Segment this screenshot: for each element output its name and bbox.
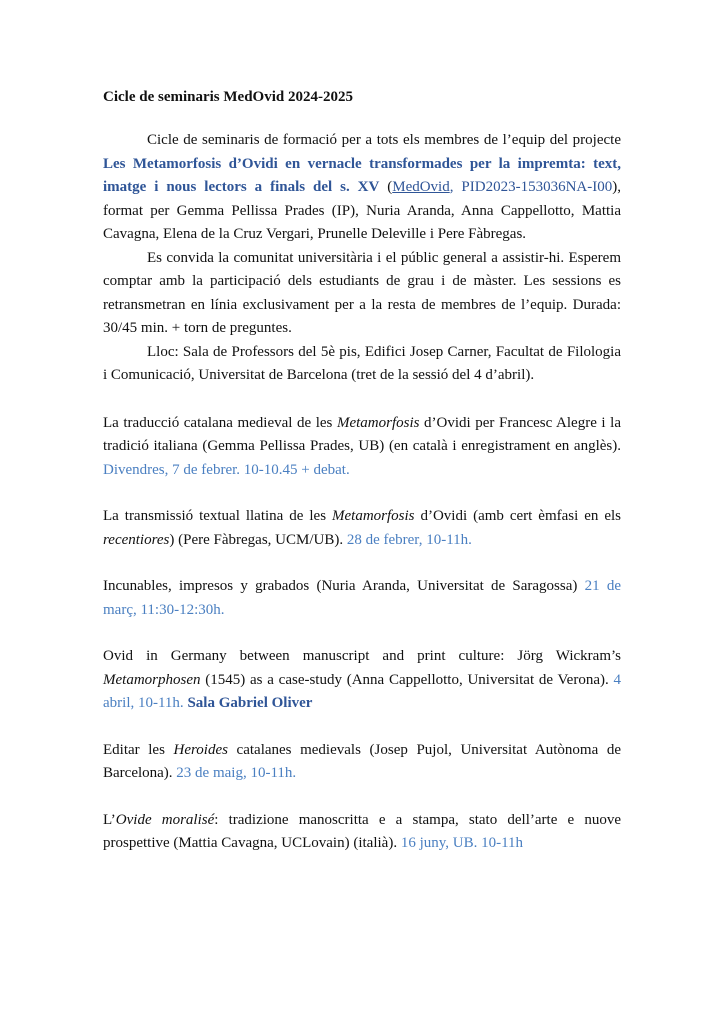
intro-paragraph-2: Es convida la comunitat universitària i el públic general a assistir-hi. Esperem comptar amb la participació dels estudiants de grau i de màster. Les sessions es retransmetran en línia exclusivament per a la resta de membres de l’equip. Durada: 30/45 min. + torn de preguntes. [103, 249, 621, 336]
session-2-pre: La transmissió textual llatina de les [103, 508, 333, 524]
session-5-date: 23 de maig, 10-11h. [176, 765, 297, 781]
session-1-post: d’Ovidi per Francesc Alegre i la tradició italiana (Gemma Pellissa Prades, UB) (en català i enregistrament en anglès). [103, 414, 621, 454]
project-title: Les Metamorfosis d’Ovidi en vernacle transformades per la impremta: text, imatge i nous lectors a finals del s. XV [103, 155, 621, 195]
session-2-date: 28 de febrer, 10-11h. [346, 531, 472, 548]
session-6 [103, 809, 621, 856]
intro-lead: Cicle de seminaris de formació per a tots els membres de l’equip del projecte [147, 132, 621, 148]
medovid-link[interactable]: MedOvid [392, 179, 450, 195]
session-5-pre: Editar les [103, 741, 174, 758]
intro-paragraph-1 [103, 129, 621, 247]
session-5-italic: Heroides [173, 741, 228, 758]
session-4-pre: Ovid in Germany between manuscript and print culture: Jörg Wickram’s [103, 648, 621, 664]
session-2-italic-2: recentiores [103, 531, 170, 548]
session-2-post: ) (Pere Fàbregas, UCM/UB). [169, 531, 347, 548]
session-3-pre: Incunables, impresos y grabados (Nuria Aranda, Universitat de Saragossa) [103, 578, 585, 594]
session-6-date: 16 juny, UB. 10-11h [400, 835, 524, 851]
session-6-pre: L’ [103, 811, 116, 828]
session-5-post: catalanes medievals (Josep Pujol, Universitat Autònoma de Barcelona). [103, 741, 621, 781]
session-2 [103, 505, 621, 552]
session-2-italic: Metamorfosis [332, 508, 415, 524]
project-code: , PID2023-153036NA-I00 [449, 179, 613, 195]
session-4-room: Sala Gabriel Oliver [187, 695, 313, 711]
session-6-italic: Ovide moralisé [115, 811, 215, 828]
session-1-pre: La traducció catalana medieval de les [103, 414, 337, 431]
session-1-italic: Metamorfosis [336, 414, 420, 431]
session-6-post: : tradizione manoscritta e a stampa, stato dell’arte e nuove prospettive (Mattia Cavagna, UCLovain) (italià). [103, 811, 621, 851]
session-4-italic: Metamorphosen [103, 671, 201, 688]
session-1 [103, 412, 621, 483]
session-3-date: 21 de març, 11:30-12:30h. [103, 578, 621, 618]
session-5 [103, 739, 621, 786]
session-2-mid: d’Ovidi (amb cert èmfasi en els [414, 508, 622, 524]
session-3 [103, 575, 621, 622]
intro-tail: ), format per Gemma Pellissa Prades (IP), Nuria Aranda, Anna Cappellotto, Mattia Cavagna, Elena de la Cruz Vergari, Prunelle Deleville i Pere Fàbregas. [103, 179, 621, 242]
session-4-date: 4 abril, 10-11h. [103, 671, 621, 711]
session-1-date: Divendres, 7 de febrer. 10-10.45 + debat. [103, 461, 350, 478]
intro-paragraph-3: Lloc: Sala de Professors del 5è pis, Edifici Josep Carner, Facultat de Filologia i Comunicació, Universitat de Barcelona (tret de la sessió del 4 d’abril). [103, 343, 621, 383]
paren-open: ( [379, 179, 393, 195]
session-4 [103, 645, 621, 716]
document-title: Cicle de seminaris MedOvid 2024-2025 [103, 89, 353, 105]
session-4-post: (1545) as a case-study (Anna Cappellotto, Universitat de Verona). [200, 671, 614, 688]
